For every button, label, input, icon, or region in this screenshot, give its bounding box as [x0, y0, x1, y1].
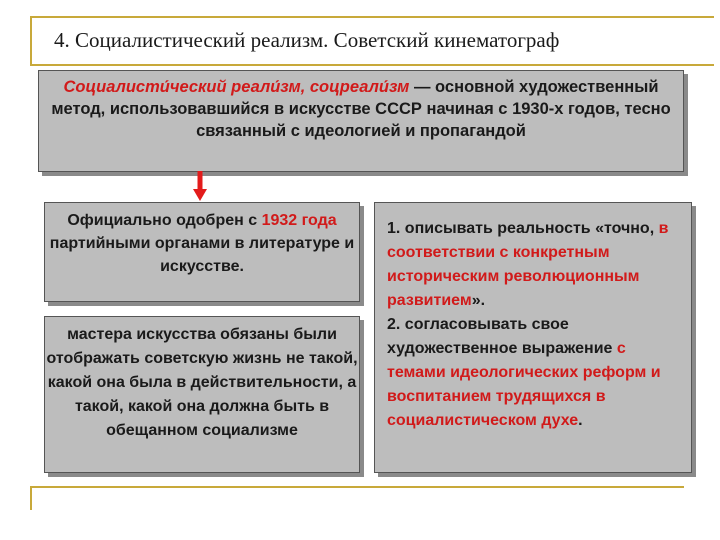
definition-text: — основной художественный метод, использовавшийся в искусстве СССР начиная с 1930-х годов, тесно связанный с идеологией и пропагандой	[51, 78, 671, 140]
definition-term: Социалисти́ческий реали́зм, соцреали́зм	[63, 78, 410, 96]
duty-box	[44, 316, 360, 473]
title-underline	[30, 64, 714, 66]
task-2-highlight: с темами идеологических реформ и воспитанием трудящихся в социалистическом духе	[387, 340, 661, 429]
left-rule	[30, 16, 32, 66]
bottom-rule	[30, 486, 684, 488]
approved-year: 1932 года	[261, 212, 337, 229]
task-1-highlight: в соответствии с конкретным историческим революционным развитием	[387, 220, 669, 309]
approved-box	[44, 202, 360, 302]
approved-text-start: Официально одобрен с	[67, 212, 262, 229]
task-2-text: 2. согласовывать свое художественное выражение	[387, 316, 617, 357]
down-arrow-icon	[193, 171, 207, 201]
top-rule	[30, 16, 714, 18]
tasks-box	[374, 202, 692, 473]
task-2-end: .	[578, 412, 583, 429]
definition-box	[38, 70, 684, 172]
task-1-end: ».	[471, 292, 486, 309]
task-item-1	[387, 217, 685, 313]
bottom-left-rule	[30, 486, 32, 510]
approved-text-end: партийными органами в литературе и искусстве.	[49, 235, 355, 275]
slide-title: 4. Социалистический реализм. Советский кинематограф	[54, 28, 560, 52]
task-item-2	[387, 313, 685, 433]
task-1-text: 1. описывать реальность «точно,	[387, 220, 659, 237]
duty-text: мастера искусства обязаны были отображать советскую жизнь не такой, какой она была в действительности, а такой, какой она должна быть в обещанном социализме	[46, 326, 358, 439]
